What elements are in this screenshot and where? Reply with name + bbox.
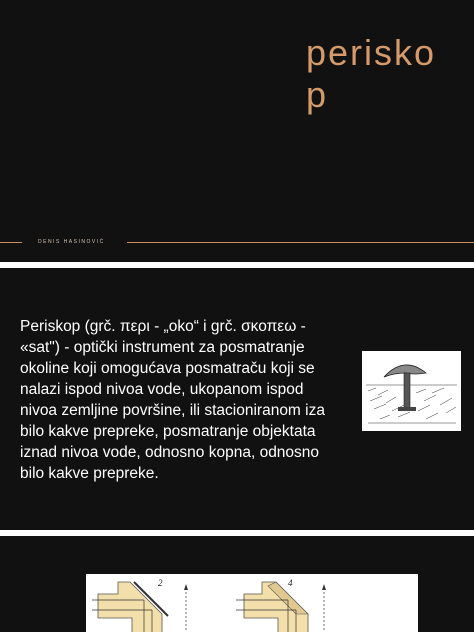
description-line: Periskop (grč. περι - „oko“ i grč. σκοπεω - — [20, 318, 306, 335]
diagram-label: 2 — [158, 578, 163, 588]
periscope-illustration — [362, 351, 461, 431]
periscope-drawing — [362, 351, 461, 431]
description-line: «sat") - optički instrument za posmatranje — [20, 339, 305, 356]
periscope-base — [398, 407, 416, 411]
periscope-diagram-right — [232, 574, 418, 632]
description-text — [20, 316, 340, 484]
axis-arrow — [184, 584, 188, 590]
description-line: okoline koji omogućava posmatraču koji se — [20, 360, 315, 377]
description-line: bilo kakve prepreke, posmatranje objektata — [20, 423, 316, 440]
author-divider-left — [0, 242, 22, 243]
title-slide — [0, 0, 474, 262]
periscope-tube — [404, 373, 410, 409]
description-line: bilo kakve prepreke. — [20, 465, 159, 482]
author-name: DENIS HASINOVIĆ — [38, 239, 105, 245]
diagram-label: 4 — [288, 578, 293, 588]
author-divider-right — [127, 242, 474, 243]
prism-diagram-right — [232, 574, 418, 632]
description-line: nalazi ispod nivoa vode, ukopanom ispod — [20, 381, 304, 398]
description-line: nivoa zemljine površine, ili stacioniranom iza — [20, 402, 325, 419]
axis-arrow — [322, 584, 326, 590]
diagram-slide — [0, 536, 474, 632]
description-line: iznad nivoa vode, odnosno kopna, odnosno — [20, 444, 320, 461]
prism-shape — [98, 582, 162, 632]
slide-title: perisko p — [306, 32, 437, 115]
ground-hatching — [366, 385, 457, 423]
description-slide — [0, 268, 474, 530]
